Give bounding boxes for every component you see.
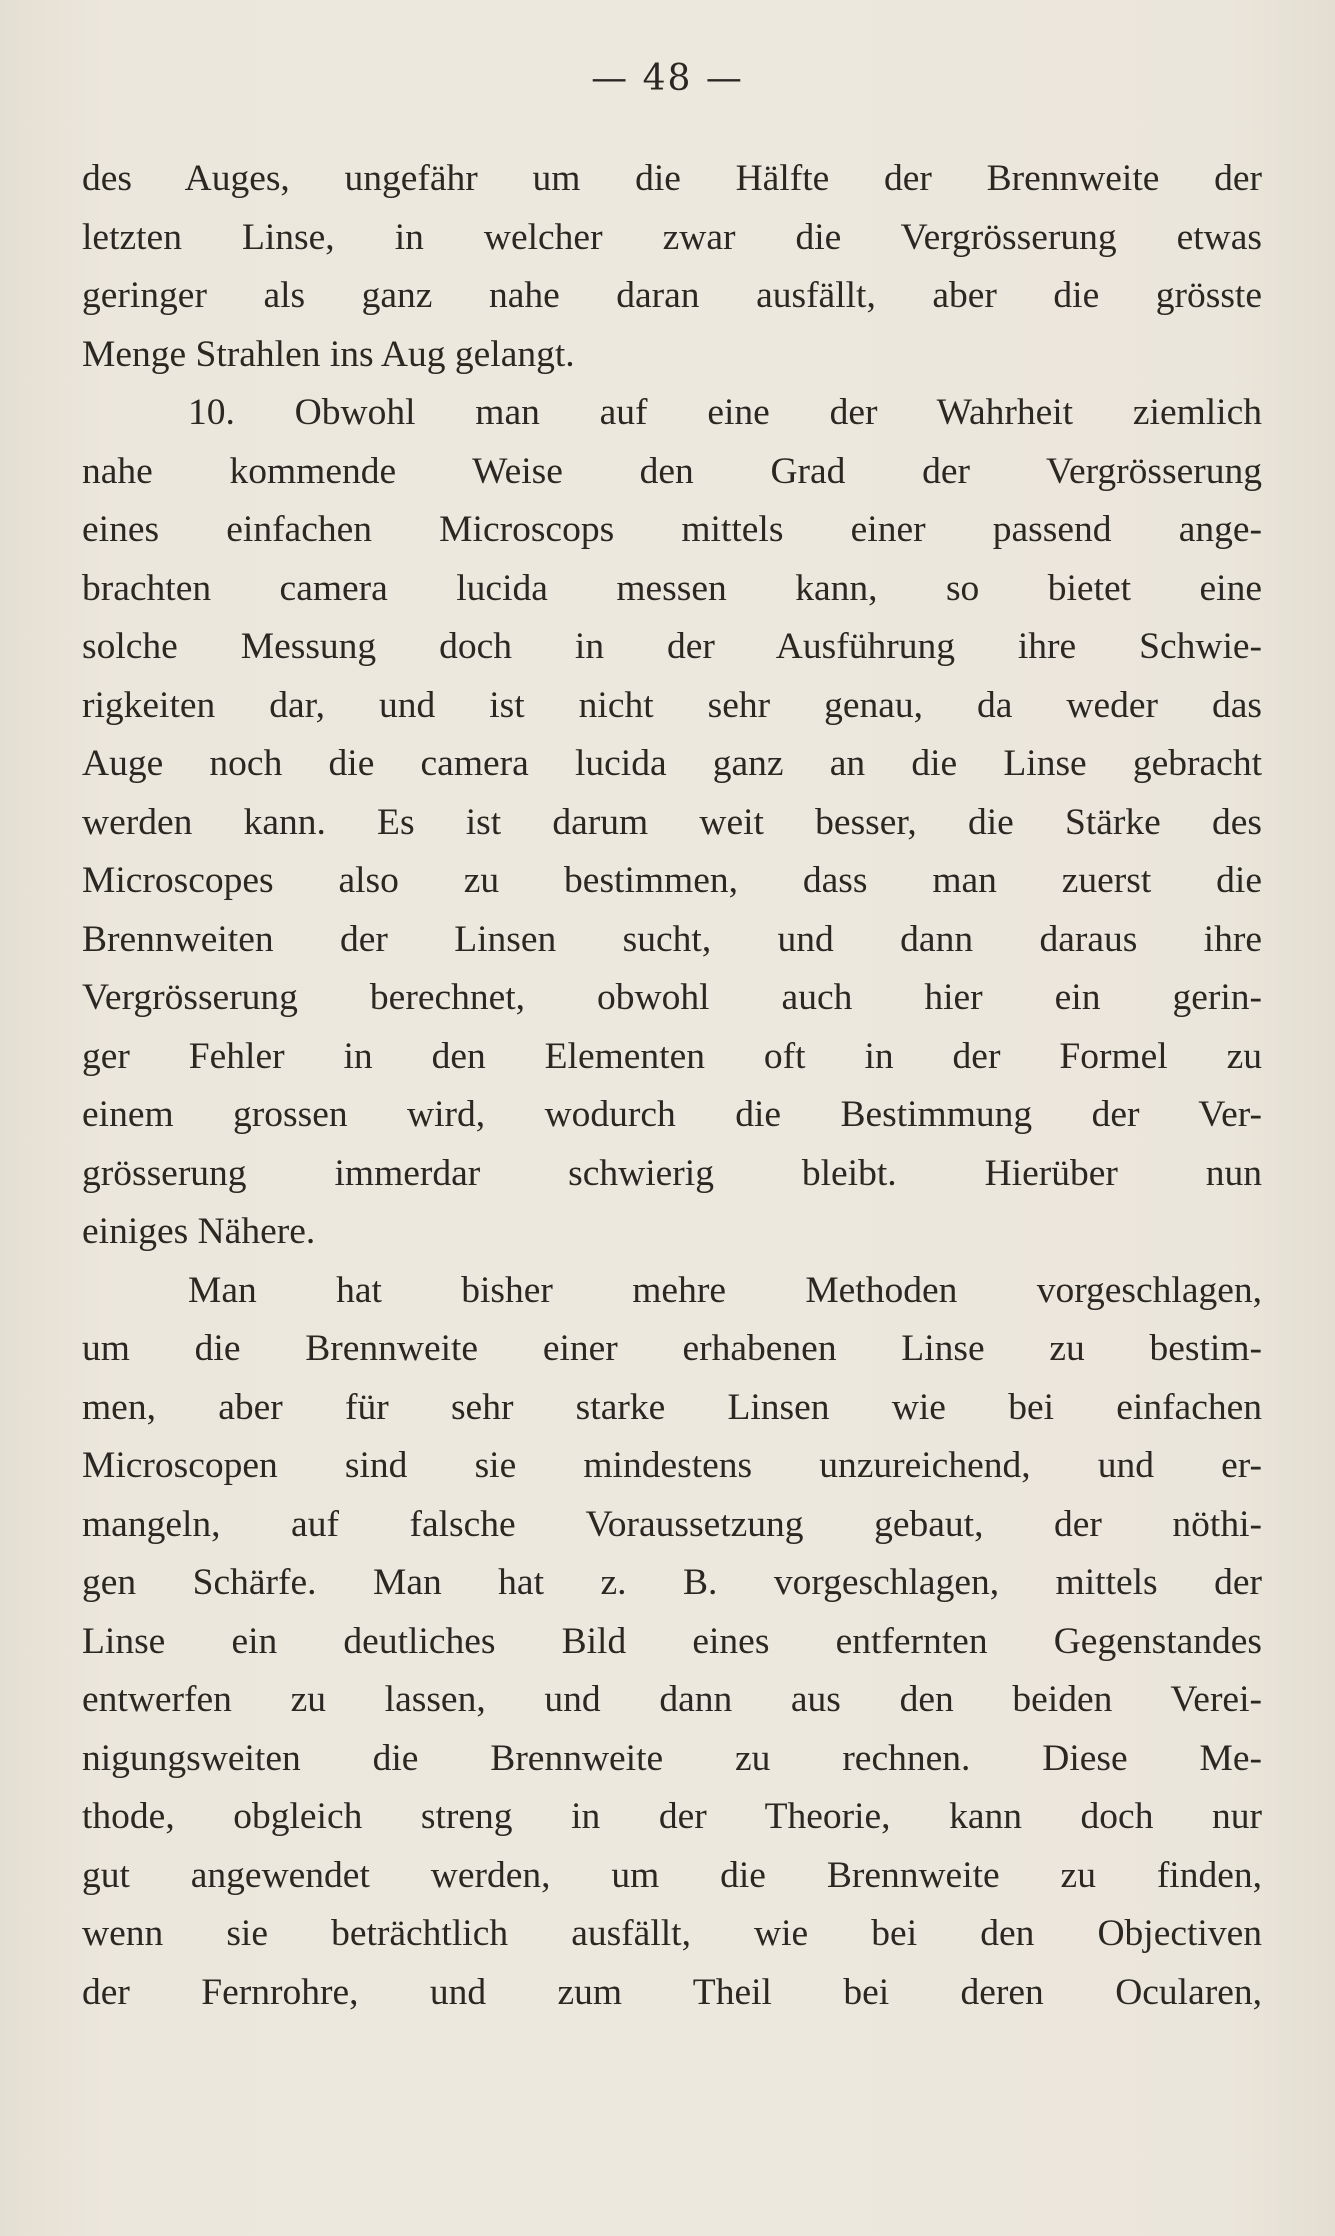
text-line: grösserung immerdar schwierig bleibt. Hierüber nun [82,1152,1262,1194]
text-line: geringer als ganz nahe daran ausfällt, aber die grösste [82,275,1262,316]
text-line: nigungsweiten die Brennweite zu rechnen. Diese Me- [82,1737,1262,1779]
text-line: Vergrösserung berechnet, obwohl auch hier ein gerin- [82,977,1262,1018]
text-line: thode, obgleich streng in der Theorie, kann doch nur [82,1796,1262,1837]
text-line-section-10: 10. Obwohl man auf eine der Wahrheit ziemlich [188,392,1262,433]
text-line: Auge noch die camera lucida ganz an die Linse gebracht [82,743,1262,784]
body-text [82,150,1262,2022]
text-line: Menge Strahlen ins Aug gelangt. [82,333,575,375]
text-line: Linse ein deutliches Bild eines entfernten Gegenstandes [82,1620,1262,1662]
text-line: des Auges, ungefähr um die Hälfte der Brennweite der [82,158,1262,199]
text-line: Brennweiten der Linsen sucht, und dann daraus ihre [82,918,1262,960]
text-line: brachten camera lucida messen kann, so bietet eine [82,567,1262,609]
text-line: der Fernrohre, und zum Theil bei deren Ocularen, [82,1971,1262,2013]
text-line: gut angewendet werden, um die Brennweite zu finden, [82,1854,1262,1896]
text-line: men, aber für sehr starke Linsen wie bei einfachen [82,1386,1262,1428]
text-line: Microscopes also zu bestimmen, dass man zuerst die [82,860,1262,901]
text-line: entwerfen zu lassen, und dann aus den beiden Verei- [82,1679,1262,1720]
page-number: — 48 — [591,58,744,99]
text-line: solche Messung doch in der Ausführung ihre Schwie- [82,626,1262,667]
text-line: Microscopen sind sie mindestens unzureichend, und er- [82,1445,1262,1486]
text-line: einiges Nähere. [82,1211,316,1252]
text-line: eines einfachen Microscops mittels einer passend ange- [82,509,1262,550]
text-line: rigkeiten dar, und ist nicht sehr genau, da weder das [82,684,1262,726]
text-line: letzten Linse, in welcher zwar die Vergrösserung etwas [82,216,1262,258]
text-line: gen Schärfe. Man hat z. B. vorgeschlagen, mittels der [82,1562,1262,1603]
text-line-paragraph-start: Man hat bisher mehre Methoden vorgeschlagen, [188,1269,1262,1311]
text-line: einem grossen wird, wodurch die Bestimmung der Ver- [82,1094,1262,1135]
text-line: um die Brennweite einer erhabenen Linse zu bestim- [82,1328,1262,1369]
text-line: nahe kommende Weise den Grad der Vergrösserung [82,450,1262,492]
text-line: werden kann. Es ist darum weit besser, die Stärke des [82,801,1262,843]
text-line: ger Fehler in den Elementen oft in der Formel zu [82,1035,1262,1077]
text-line: mangeln, auf falsche Voraussetzung gebaut, der nöthi- [82,1503,1262,1545]
text-line: wenn sie beträchtlich ausfällt, wie bei den Objectiven [82,1913,1262,1954]
